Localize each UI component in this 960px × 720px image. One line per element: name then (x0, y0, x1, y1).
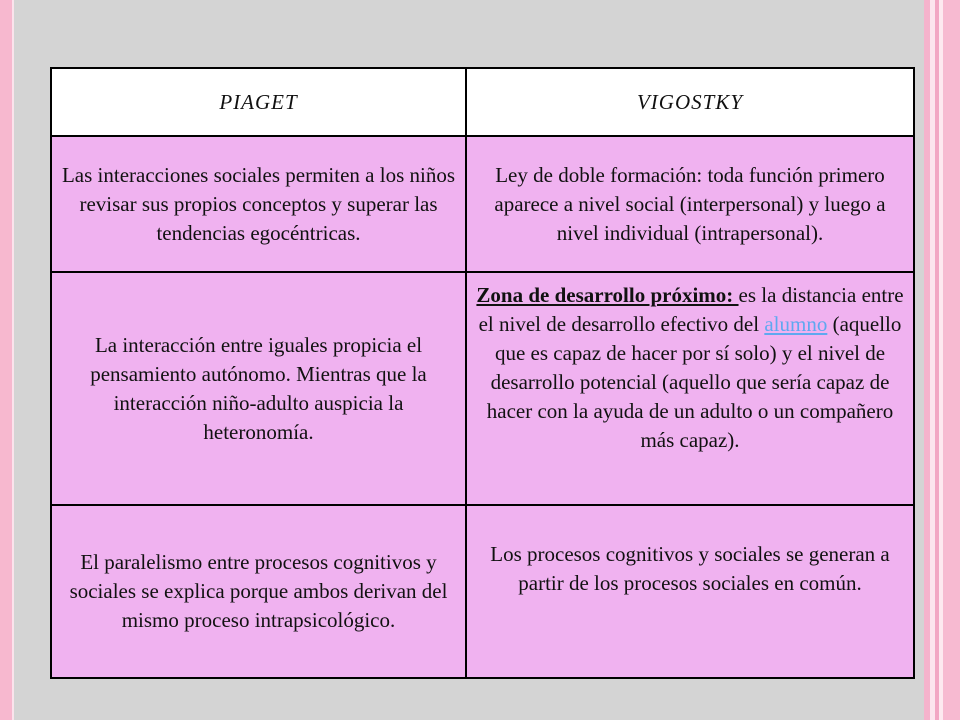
cell-piaget-row2: La interacción entre iguales propicia el pensamiento autónomo. Mientras que la interacción niño-adulto auspicia la heteronomía. (51, 272, 466, 505)
right-decorative-stripes (924, 0, 960, 720)
table-row (51, 272, 914, 505)
alumno-link[interactable]: alumno (764, 312, 828, 336)
table-header-row (51, 68, 914, 136)
cell-piaget-row1: Las interacciones sociales permiten a los niños revisar sus propios conceptos y superar las tendencias egocéntricas. (51, 136, 466, 272)
zona-text-part2: (aquello que es capaz de hacer por sí solo) y el nivel de desarrollo potencial (aquello que sería capaz de hacer con la ayuda de un adulto o un compañero más capaz). (486, 312, 902, 452)
table-row (51, 136, 914, 272)
zona-text-part1: es la distancia entre el nivel de desarrollo efectivo del (478, 283, 904, 336)
zona-desarrollo-title: Zona de desarrollo próximo: (476, 283, 739, 307)
header-vigostky: VIGOSTKY (466, 68, 914, 136)
header-piaget: PIAGET (51, 68, 466, 136)
cell-piaget-row3: El paralelismo entre procesos cognitivos y sociales se explica porque ambos derivan del mismo proceso intrapsicológico. (51, 505, 466, 678)
table-row (51, 505, 914, 678)
comparison-table (50, 67, 915, 679)
cell-vigostky-row3: Los procesos cognitivos y sociales se generan a partir de los procesos sociales en común. (466, 505, 914, 678)
left-decorative-stripe (0, 0, 12, 720)
cell-vigostky-row2 (466, 272, 914, 505)
cell-vigostky-row1: Ley de doble formación: toda función primero aparece a nivel social (interpersonal) y luego a nivel individual (intrapersonal). (466, 136, 914, 272)
